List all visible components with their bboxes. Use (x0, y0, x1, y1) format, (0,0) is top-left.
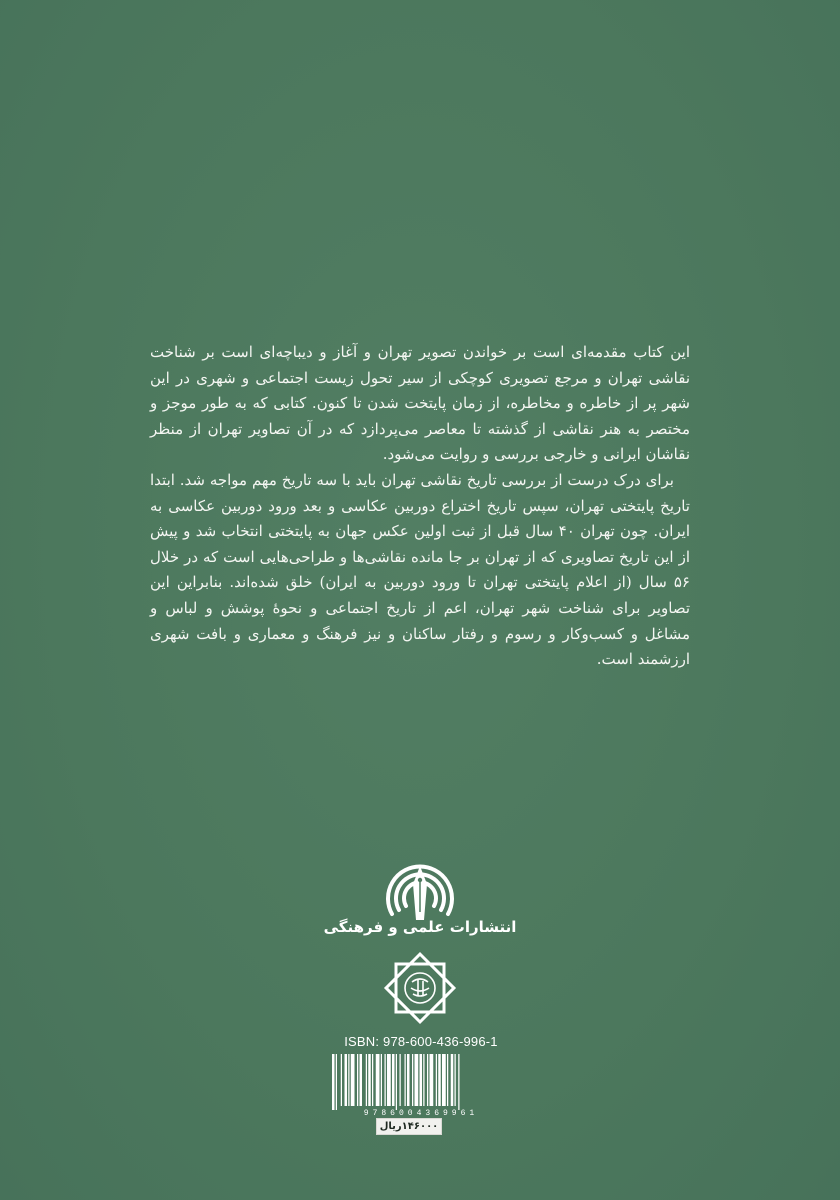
barcode (332, 1054, 510, 1110)
barcode-bar (376, 1054, 380, 1106)
barcode-bar (412, 1054, 413, 1106)
barcode-bar (360, 1054, 363, 1106)
price-label: ۱۴۶۰۰۰ریال (376, 1118, 442, 1135)
barcode-bar (348, 1054, 349, 1106)
barcode-bar (447, 1054, 448, 1106)
barcode-bar (351, 1054, 355, 1106)
barcode-bar (400, 1054, 401, 1106)
barcode-bar (372, 1054, 373, 1106)
blurb-text (150, 340, 690, 673)
barcode-bar (407, 1054, 410, 1106)
barcode-bar (436, 1054, 437, 1106)
barcode-bar (345, 1054, 348, 1106)
barcode-digits: 9786004369961 (363, 1109, 479, 1118)
barcode-bar (381, 1054, 382, 1106)
barcode-bar (385, 1054, 386, 1106)
barcode-bar (396, 1054, 397, 1110)
barcode-bar (430, 1054, 434, 1106)
publisher-name: انتشارات علمی و فرهنگی (323, 918, 517, 936)
barcode-bar (357, 1054, 358, 1106)
barcode-bar (438, 1054, 441, 1106)
tehran-municipality-star-emblem-icon (382, 950, 458, 1026)
isbn-label: ISBN: 978-600-436-996-1 (344, 1034, 498, 1049)
barcode-bar (415, 1054, 419, 1106)
barcode-bar (427, 1054, 428, 1106)
barcode-bar (368, 1054, 371, 1106)
barcode-bar (336, 1054, 337, 1110)
blurb-paragraph-1: این کتاب مقدمه‌ای است بر خواندن تصویر تهران و آغاز و دیباچه‌ای است بر شناخت نقاشی تهران و مرجع تصویری کوچکی از سیر تحول زیست اجتماعی و شهری در این شهر پر از خاطره و مخاطره، از زمان پایتخت شدن تا کنون. کتابی که به طور موجز و مختصر به هنر نقاشی از گذشته تا معاصر می‌پردازد که در آن تصاویر تهران از منظر نقاشان ایرانی و خارجی بررسی و روایت می‌شود. (150, 343, 690, 464)
barcode-bar (423, 1054, 424, 1106)
barcode-bar (392, 1054, 395, 1106)
blurb-paragraph-2: برای درک درست از بررسی تاریخ نقاشی تهران باید با سه تاریخ مهم مواجه شد. ابتدا تاریخ پایتختی تهران، سپس تاریخ اختراع دوربین عکاسی و بعد ورود دوربین عکاسی به ایران. چون تهران ۴۰ سال قبل از ثبت اولین عکس جهان به پایتختی انتخاب شد و پیش از این تاریخ تصاویری که از تهران بر جا مانده نقاشی‌ها و طراحی‌هایی است که در خلال ۵۶ سال (از اعلام پایتختی تهران تا ورود دوربین به ایران) خلق شده‌اند. بنابراین این تصاویر برای شناخت شهر تهران، اعم از تاریخ اجتماعی و نحوهٔ پوشش و لباس و مشاغل و کسب‌وکار و رسوم و رفتار ساکنان و نیز فرهنگ و معماری و بافت شهری ارزشمند است. (150, 470, 690, 669)
barcode-bar (458, 1054, 459, 1110)
barcode-bar (341, 1054, 342, 1106)
barcode-bar (405, 1054, 406, 1106)
barcode-bar (442, 1054, 446, 1106)
barcode-bar (387, 1054, 391, 1106)
barcode-bar (420, 1054, 423, 1106)
pen-nib-radio-waves-icon (380, 850, 460, 922)
barcode-bar (455, 1054, 456, 1106)
barcode-bar (366, 1054, 367, 1106)
barcode-bar (332, 1054, 335, 1110)
barcode-bar (451, 1054, 454, 1106)
